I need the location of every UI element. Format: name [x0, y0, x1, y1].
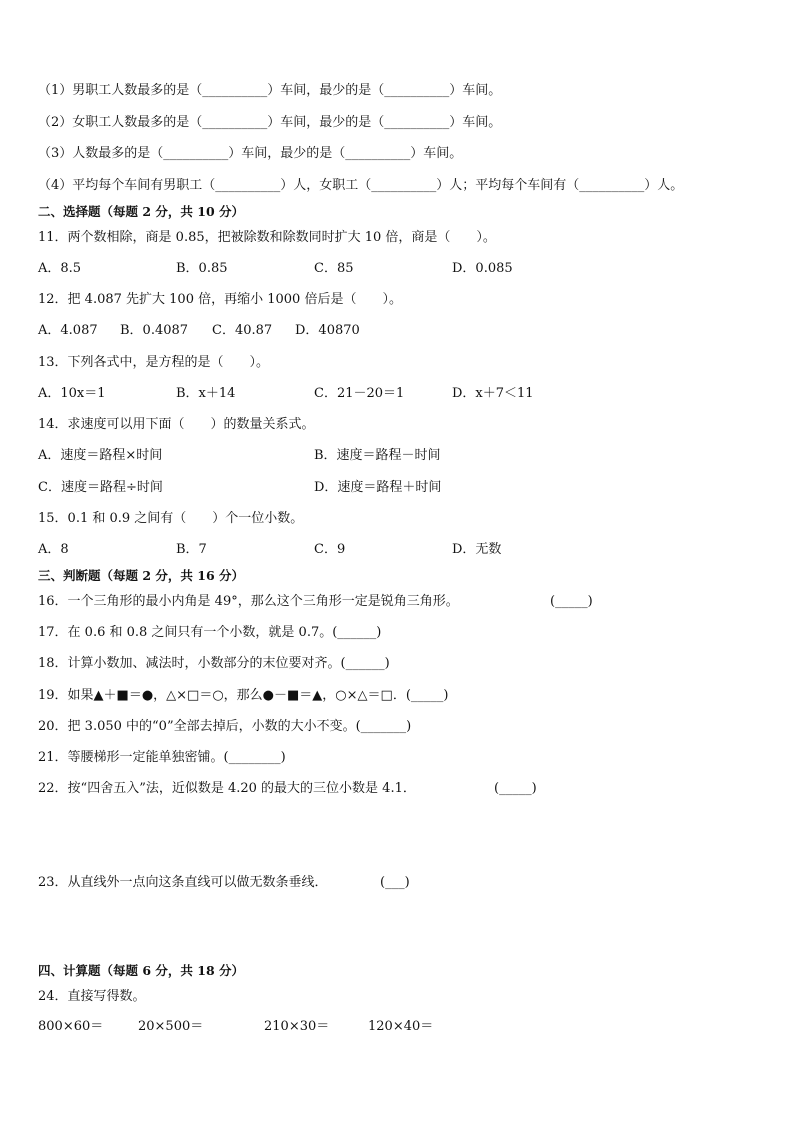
question-11-stem: 11．两个数相除，商是 0.85，把被除数和除数同时扩大 10 倍，商是（ ）。 — [38, 230, 496, 245]
question-13-stem: 13．下列各式中，是方程的是（ ）。 — [38, 355, 270, 370]
question-11-option-c: C．85 — [314, 261, 354, 276]
calc-item-1: 800×60＝ — [38, 1019, 104, 1034]
question-23: 23．从直线外一点向这条直线可以做无数条垂线． — [38, 875, 328, 890]
question-14-option-b: B．速度＝路程－时间 — [314, 448, 441, 463]
question-14-option-a: A．速度＝路程×时间 — [38, 448, 163, 463]
question-13-option-b: B．x＋14 — [176, 386, 236, 401]
question-13-option-c: C．21－20＝1 — [314, 386, 405, 401]
question-11-option-a: A．8.5 — [38, 261, 82, 276]
question-14-option-c: C．速度＝路程÷时间 — [38, 480, 163, 495]
question-4: （4）平均每个车间有男职工（__________）人，女职工（__________）人；平均每个车间有（__________）人。 — [38, 178, 684, 193]
question-3: （3）人数最多的是（__________）车间，最少的是（__________）车间。 — [38, 146, 463, 161]
section-4-title: 四、计算题（每题 6 分，共 18 分） — [38, 963, 245, 978]
question-11-option-d: D．0.085 — [452, 261, 513, 276]
question-14-stem: 14．求速度可以用下面（ ）的数量关系式。 — [38, 417, 315, 432]
question-22: 22．按“四舍五入”法，近似数是 4.20 的最大的三位小数是 4.1． — [38, 781, 416, 796]
question-15-option-d: D．无数 — [452, 542, 502, 557]
question-15-option-c: C．9 — [314, 542, 346, 557]
question-16-answer-blank[interactable]: (_____) — [550, 594, 593, 609]
question-21: 21．等腰梯形一定能单独密铺。(________) — [38, 750, 286, 765]
calc-item-4: 120×40＝ — [368, 1019, 434, 1034]
question-13-option-d: D．x＋7＜11 — [452, 386, 534, 401]
question-15-option-b: B．7 — [176, 542, 207, 557]
question-12-option-b: B．0.4087 — [120, 323, 189, 338]
question-15-option-a: A．8 — [38, 542, 69, 557]
question-24-stem: 24．直接写得数。 — [38, 989, 146, 1004]
question-1: （1）男职工人数最多的是（__________）车间，最少的是（__________）车间。 — [38, 83, 502, 98]
question-19: 19．如果▲＋■＝●，△×□＝○，那么●－■＝▲，○×△＝□．(_____) — [38, 688, 449, 703]
question-20: 20．把 3.050 中的“0”全部去掉后，小数的大小不变。(_______) — [38, 719, 412, 734]
question-12-option-d: D．40870 — [295, 323, 360, 338]
question-14-option-d: D．速度＝路程＋时间 — [314, 480, 442, 495]
question-12-option-c: C．40.87 — [212, 323, 273, 338]
question-23-answer-blank[interactable]: (___) — [380, 875, 410, 890]
question-12-option-a: A．4.087 — [38, 323, 98, 338]
question-18: 18．计算小数加、减法时，小数部分的末位要对齐。(______) — [38, 656, 390, 671]
question-15-stem: 15．0.1 和 0.9 之间有（ ）个一位小数。 — [38, 511, 304, 526]
question-12-stem: 12．把 4.087 先扩大 100 倍，再缩小 1000 倍后是（ ）。 — [38, 292, 402, 307]
question-22-answer-blank[interactable]: (_____) — [494, 781, 537, 796]
question-17: 17．在 0.6 和 0.8 之间只有一个小数，就是 0.7。(______) — [38, 625, 382, 640]
calc-item-2: 20×500＝ — [138, 1019, 204, 1034]
question-11-option-b: B．0.85 — [176, 261, 228, 276]
question-2: （2）女职工人数最多的是（__________）车间，最少的是（__________）车间。 — [38, 115, 502, 130]
section-2-title: 二、选择题（每题 2 分，共 10 分） — [38, 204, 245, 219]
calc-item-3: 210×30＝ — [264, 1019, 330, 1034]
question-16: 16．一个三角形的最小内角是 49°，那么这个三角形一定是锐角三角形。 — [38, 594, 459, 609]
section-3-title: 三、判断题（每题 2 分，共 16 分） — [38, 568, 245, 583]
question-13-option-a: A．10x＝1 — [38, 386, 106, 401]
